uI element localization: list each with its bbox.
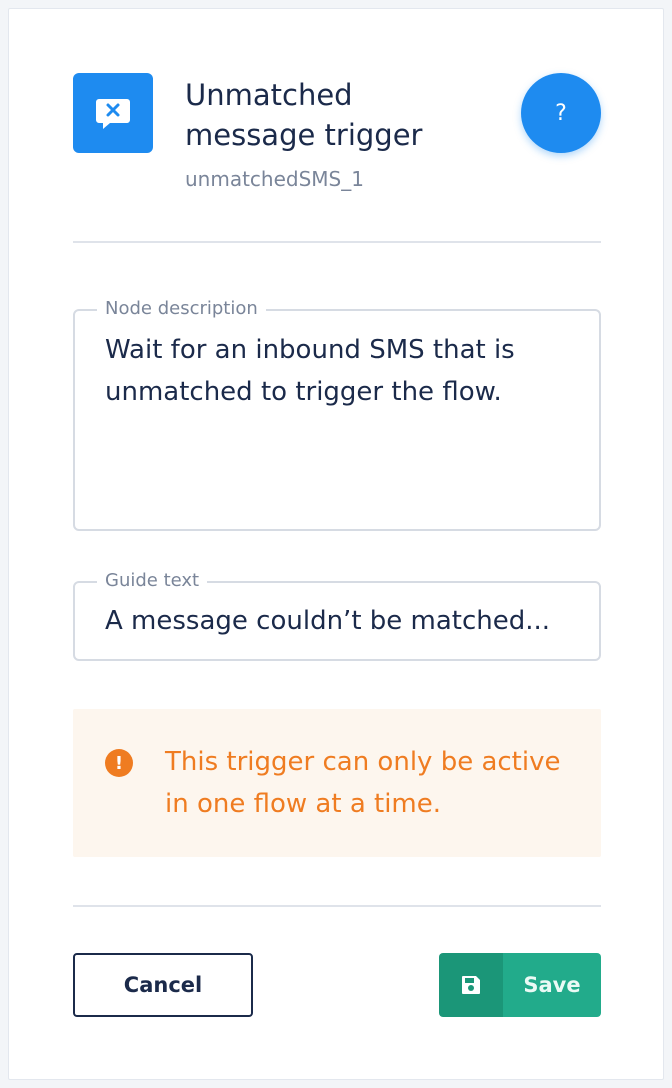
guide-text-label: Guide text [97, 569, 207, 593]
save-label: Save [503, 953, 601, 1017]
guide-text-field[interactable] [73, 570, 601, 661]
header-divider [73, 241, 601, 243]
floppy-disk-icon [439, 953, 503, 1017]
exclamation-icon: ! [105, 749, 133, 777]
node-description-label: Node description [97, 297, 266, 321]
question-icon: ? [555, 100, 567, 126]
guide-text-value[interactable]: A message couldn’t be matched... [105, 606, 551, 636]
help-button[interactable] [521, 73, 601, 153]
node-title: Unmatched message trigger [185, 78, 423, 152]
node-settings-panel [8, 8, 664, 1080]
message-x-icon [73, 73, 153, 153]
cancel-label: Cancel [123, 973, 203, 997]
warning-alert-text: This trigger can only be active in one flow at a time. [165, 747, 561, 819]
node-description-field[interactable] [73, 298, 601, 531]
footer-divider [73, 905, 601, 907]
node-id: unmatchedSMS_1 [185, 167, 364, 191]
node-description-value[interactable]: Wait for an inbound SMS that is unmatched to trigger the flow. [105, 335, 515, 407]
cancel-button[interactable] [73, 953, 253, 1017]
save-button[interactable] [439, 953, 601, 1017]
warning-alert [73, 709, 601, 857]
